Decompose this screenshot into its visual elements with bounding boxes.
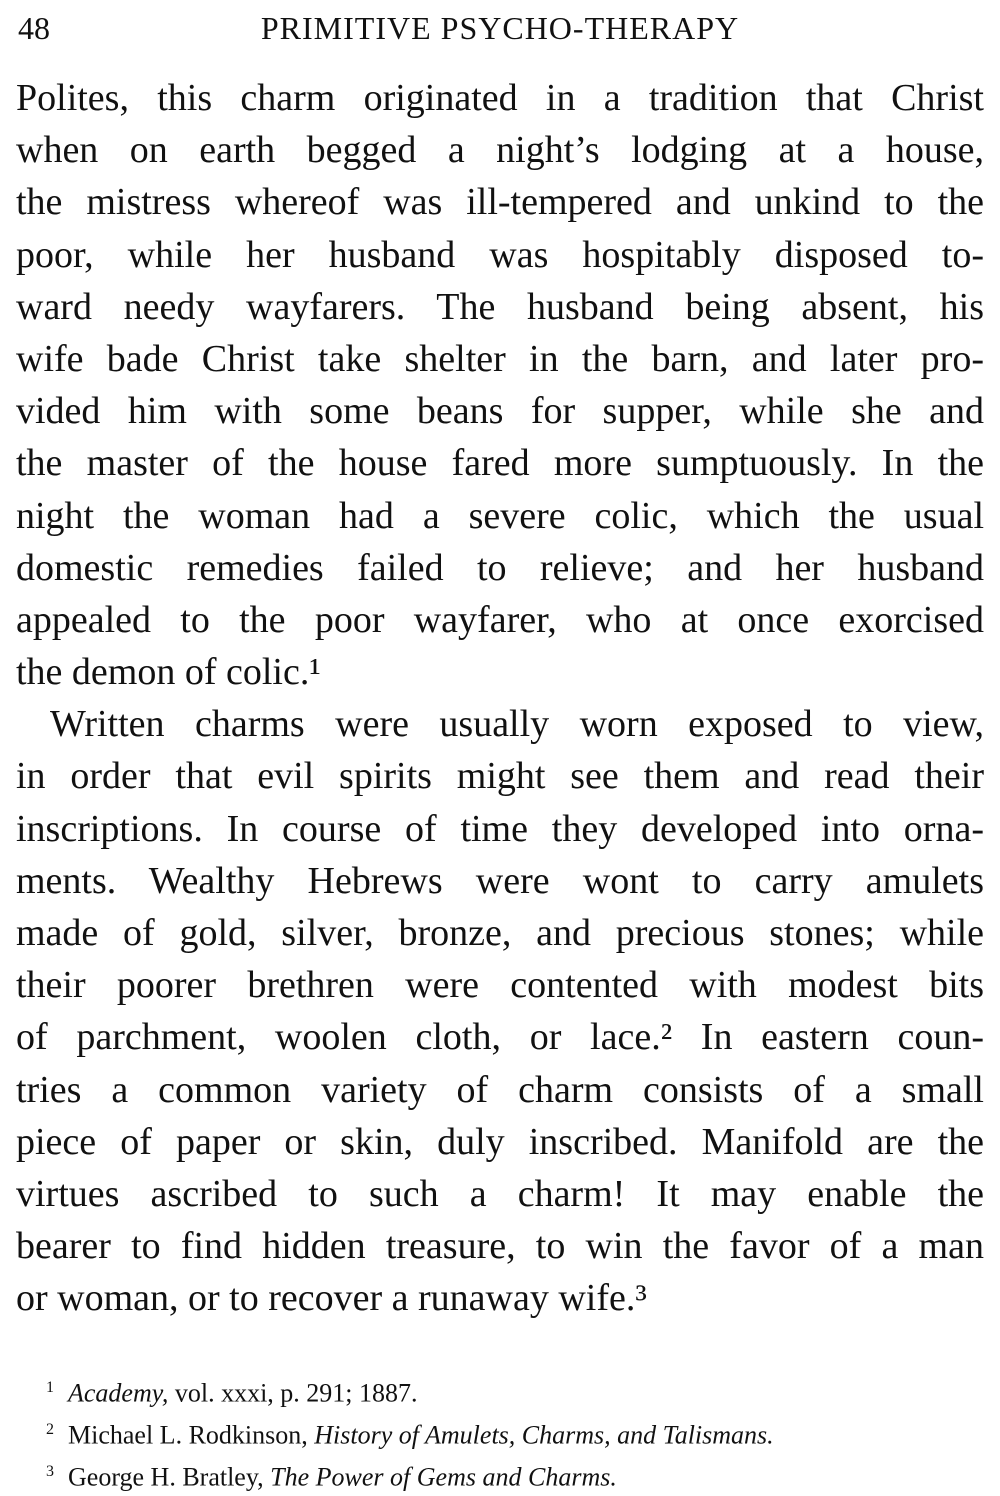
footnote-text: Michael L. Rodkinson, [68, 1420, 315, 1450]
text-line: ments. Wealthy Hebrews were wont to carry amulets [16, 859, 984, 902]
text-line: domestic remedies failed to relieve; and her husband [16, 546, 984, 589]
text-line: piece of paper or skin, duly inscribed. Manifold are the [16, 1120, 984, 1163]
footnote-2 [46, 1412, 986, 1454]
text-line: Polites, this charm originated in a tradition that Christ [16, 77, 984, 119]
footnote-3 [46, 1454, 986, 1496]
text-line: the mistress whereof was ill-tempered and unkind to the [16, 181, 984, 224]
running-title: PRIMITIVE PSYCHO-THERAPY [260, 10, 740, 46]
text-line: virtues ascribed to such a charm! It may enable the [16, 1172, 984, 1215]
text-line: wife bade Christ take shelter in the barn, and later pro- [16, 337, 984, 380]
text-line: the demon of colic.¹ [16, 651, 321, 694]
footnote-title: History of Amulets, Charms, and Talismans. [314, 1420, 774, 1450]
footnote-mark: 2 [46, 1421, 54, 1439]
text-line: ward needy wayfarers. The husband being absent, his [16, 285, 984, 328]
text-line: poor, while her husband was hospitably disposed to- [16, 233, 984, 276]
running-head [16, 8, 984, 48]
text-line: night the woman had a severe colic, which the usual [16, 494, 984, 537]
text-line: the master of the house fared more sumptuously. In the [16, 442, 984, 485]
page-number: 48 [18, 10, 50, 46]
text-line: bearer to find hidden treasure, to win the favor of a man [16, 1225, 984, 1268]
footnote-mark: 3 [46, 1463, 54, 1481]
text-line: appealed to the poor wayfarer, who at once exorcised [16, 598, 984, 641]
footnote-title: The Power of Gems and Charms. [270, 1462, 617, 1492]
text-line: their poorer brethren were contented with modest bits [16, 964, 984, 1007]
text-line: of parchment, woolen cloth, or lace.² In eastern coun- [16, 1016, 984, 1059]
text-line: or woman, or to recover a runaway wife.³ [16, 1277, 647, 1320]
footnote-title: Academy, [68, 1378, 169, 1408]
footnotes [46, 1370, 986, 1496]
text-line: in order that evil spirits might see them and read their [16, 755, 984, 798]
body-text [16, 72, 984, 1325]
text-line: tries a common variety of charm consists of a small [16, 1068, 984, 1111]
footnote-text: vol. xxxi, p. 291; 1887. [168, 1378, 418, 1408]
footnote-mark: 1 [46, 1379, 54, 1396]
text-line: inscriptions. In course of time they developed into orna- [16, 807, 984, 850]
text-line: when on earth begged a night’s lodging at a house, [16, 129, 984, 172]
footnote-1 [46, 1370, 986, 1412]
text-line: made of gold, silver, bronze, and precious stones; while [16, 912, 984, 954]
text-line: vided him with some beans for supper, while she and [16, 390, 984, 433]
text-line: Written charms were usually worn exposed to view, [50, 703, 984, 746]
footnote-text: George H. Bratley, [68, 1462, 271, 1492]
